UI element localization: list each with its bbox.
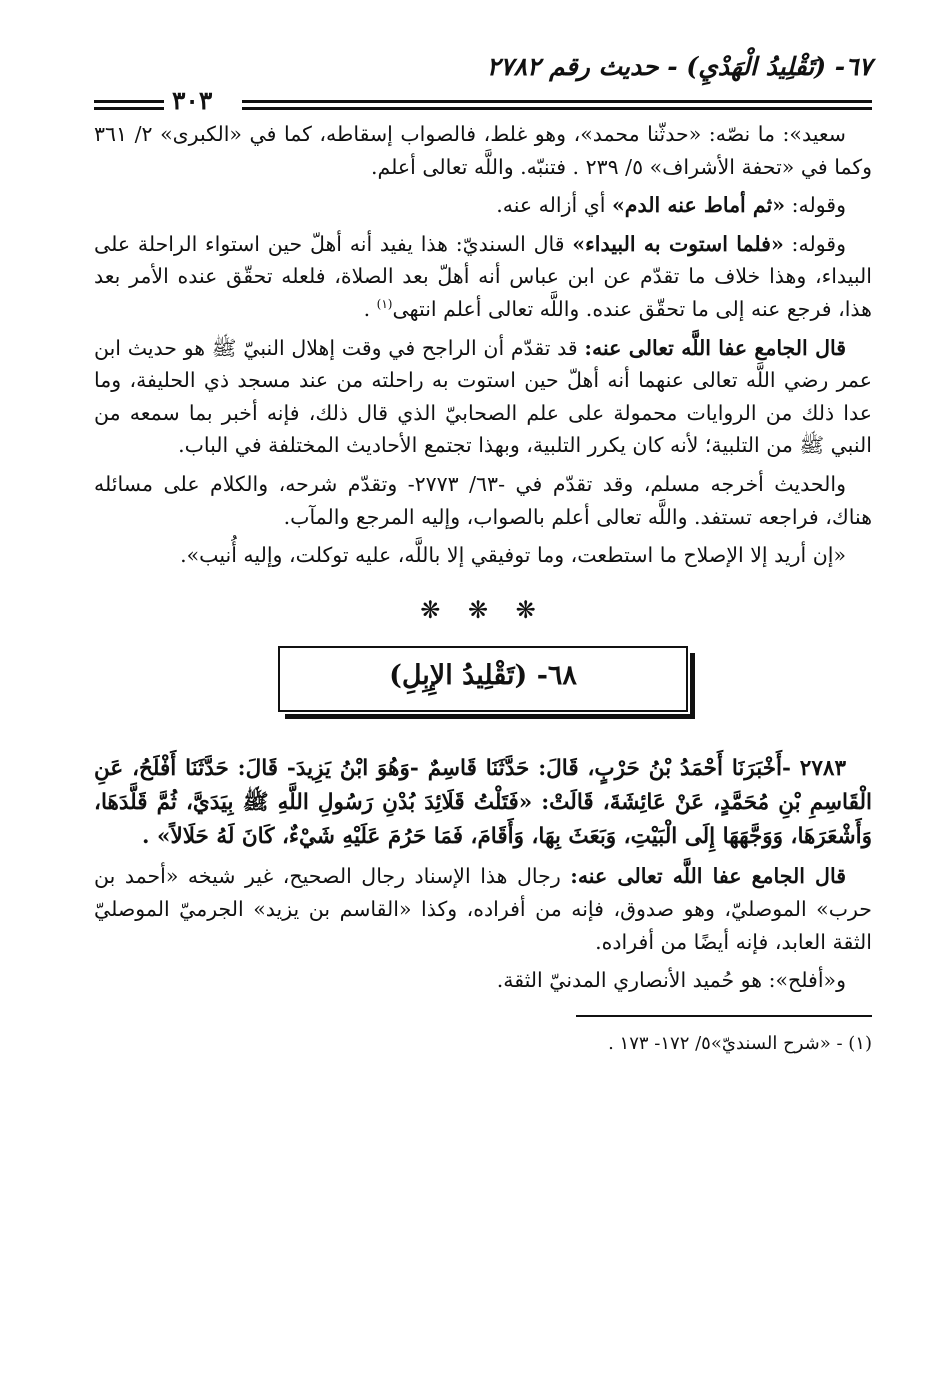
chapter-heading-box — [278, 646, 688, 712]
header-rule — [94, 100, 164, 103]
text-run: وقوله: — [785, 193, 846, 218]
paragraph — [94, 118, 872, 183]
footnote-marker: (١) — [376, 297, 393, 312]
text-run: وقوله: — [783, 231, 846, 256]
paragraphs — [94, 118, 872, 572]
page-number: ٣٠٣ — [172, 86, 213, 115]
page — [94, 52, 872, 1057]
text-run: والحديث أخرجه مسلم، وقد تقدّم في -٦٣/ ٢٧٧٣- وتقدّم شرحه، والكلام على مسائله هناك، فراجعه تستفد. واللَّه تعالى أعلم بالصواب، وإليه المرجع والمآب. — [94, 471, 872, 529]
text-run: «إن أريد إلا الإصلاح ما استطعت، وما توفيقي إلا باللَّه، عليه توكلت، وإليه أُنيب». — [180, 543, 846, 568]
footnote-rule — [576, 1015, 872, 1017]
text-run: قد تقدّم أن الراجح في وقت إهلال النبيّ ﷺ هو حديث ابن عمر رضي اللَّه تعالى عنهما أنه أهلّ حين استوت به راحلته من عند مسجد ذي الحليفة، وما عدا ذلك من الروايات محمولة على علم الصحابيّ الذي قال ذلك، فإنه أخبر بما سمعه من النبي ﷺ من التلبية؛ لأنه كان يكرر التلبية، وبهذا تجتمع الأحاديث المختلفة في الباب. — [94, 335, 872, 458]
section-separator: ❋ ❋ ❋ — [420, 595, 546, 624]
text-run: قال الجامع عفا اللَّه تعالى عنه: — [570, 864, 846, 889]
paragraph — [94, 860, 872, 958]
hadith-text: ٢٧٨٣ -أَخْبَرَنَا أَحْمَدُ بْنُ حَرْبٍ، قَالَ: حَدَّثَنَا قَاسِمٌ -وَهُوَ ابْنُ يَزِيدَ- قَالَ: حَدَّثَنَا أَفْلَحُ، عَنِ الْقَاسِمِ بْنِ مُحَمَّدٍ، عَنْ عَائِشَةَ، قَالَتْ: «فَتَلْتُ قَلَائِدَ بُدْنِ رَسُولِ اللَّهِ ﷺ بِيَدَيَّ، ثُمَّ قَلَّدَهَا، وَأَشْعَرَهَا، وَوَجَّهَهَا إِلَى الْبَيْتِ، وَبَعَثَ بِهَا، وَأَقَامَ، فَمَا حَرُمَ عَلَيْهِ شَيْءٌ، كَانَ لَهُ حَلَالاً» . — [94, 756, 872, 850]
text-run: . — [363, 296, 377, 321]
text-run: سعيد»: ما نصّه: «حدثّنا محمد»، وهو غلط، فالصواب إسقاطه، كما في «الكبرى» ٢/ ٣٦١ وكما في «تحفة الأشراف» ٥/ ٢٣٩ . فتنبّه. واللَّه تعالى أعلم. — [94, 122, 872, 179]
text-run: أي أزاله عنه. — [496, 193, 612, 218]
paragraph — [94, 189, 872, 222]
main-text — [94, 118, 872, 1057]
header-rule — [94, 107, 164, 110]
text-run: قال السنديّ: هذا يفيد أنه أهلّ حين استواء الراحلة على البيداء، وهذا خلاف ما تقدّم عن ابن عباس أنه أهلّ بعد الصلاة، فلعله تحقّق عنده الأمر بعد هذا، فرجع عنه إلى ما تحقّق عنده. واللَّه تعالى أعلم انتهى — [94, 231, 872, 321]
paragraph — [94, 332, 872, 462]
commentary — [94, 860, 872, 996]
paragraph — [94, 539, 872, 572]
paragraph — [94, 468, 872, 533]
header-rule — [242, 100, 872, 103]
header-title: ٦٧- (تَقْلِيدُ الْهَدْيِ) - حديث رقم ٢٧٨٢ — [486, 52, 872, 81]
text-run: و«أفلح»: هو حُميد الأنصاري المدنيّ الثقة. — [496, 968, 846, 993]
paragraph — [94, 964, 872, 997]
paragraph — [94, 228, 872, 326]
text-run: رجال هذا الإسناد رجال الصحيح، غير شيخه «أحمد بن حرب» الموصليّ، وهو صدوق، فإنه من أفراده، وكذا «القاسم بن يزيد» الجرميّ الموصليّ الثقة العابد، فإنه أيضًا من أفراده. — [94, 864, 872, 954]
text-run: «ثم أماط عنه الدم» — [611, 193, 786, 218]
chapter-title: ٦٨- (تَقْلِيدُ الإِبِلِ) — [389, 660, 577, 692]
running-header — [94, 52, 872, 118]
text-run: قال الجامع عفا اللَّه تعالى عنه: — [584, 335, 847, 360]
header-rule — [242, 107, 872, 110]
footnote: (١) - «شرح السنديّ»٥/ ١٧٢- ١٧٣ . — [608, 1032, 872, 1054]
text-run: «فلما استوت به البيداء» — [572, 231, 784, 256]
